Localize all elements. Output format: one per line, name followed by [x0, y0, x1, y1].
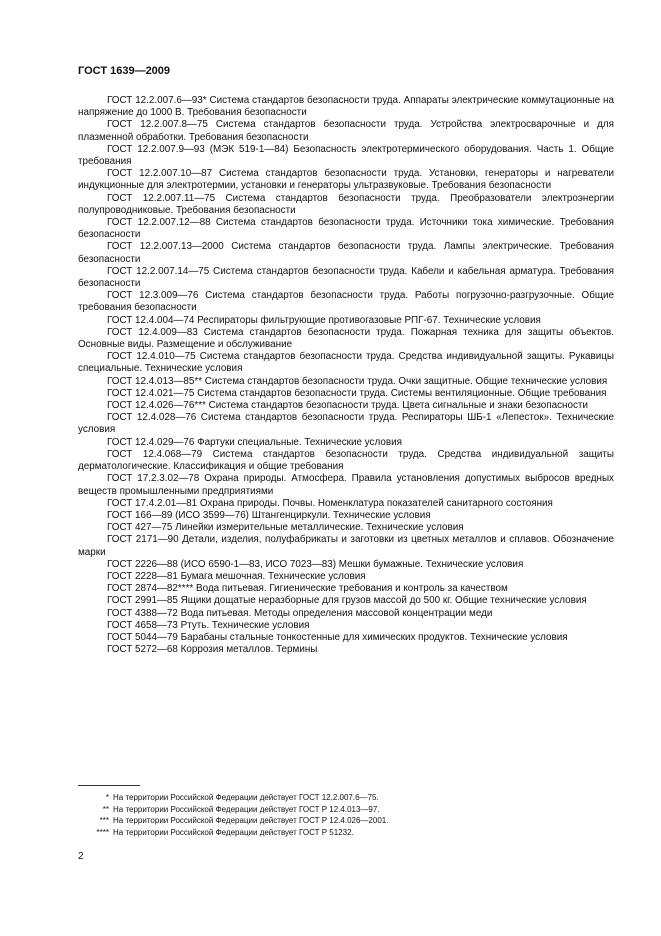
reference-item: ГОСТ 17.4.2.01—81 Охрана природы. Почвы. Номенклатура показателей санитарного состояния — [107, 497, 553, 509]
reference-item: ГОСТ 12.4.010—75 Система стандартов безопасности труда. Средства индивидуальной защиты. Рукавицы специальные. Технические условия — [78, 351, 614, 375]
footnotes — [78, 792, 598, 838]
footnote-text: На территории Российской Федерации действует ГОСТ Р 12.4.013—97. — [113, 804, 380, 814]
reference-item: ГОСТ 12.4.068—79 Система стандартов безопасности труда. Средства индивидуальной защиты дерматологические. Классификация и общие требования — [78, 448, 614, 473]
reference-item: ГОСТ 12.2.007.10—87 Система стандартов безопасности труда. Установки, генераторы и нагреватели индукционные для электротермии, установки и генераторы ультразвуковые. Требования безопасности — [78, 168, 614, 192]
reference-item: ГОСТ 12.4.026—76*** Система стандартов безопасности труда. Цвета сигнальные и знаки безопасности — [107, 400, 588, 412]
footnote-item — [78, 792, 598, 804]
footnote-mark: **** — [96, 827, 109, 837]
reference-item: ГОСТ 12.2.007.8—75 Система стандартов безопасности труда. Устройства электросварочные и для плазменной обработки. Требования безопасности — [78, 119, 614, 143]
reference-item: ГОСТ 12.2.007.13—2000 Система стандартов безопасности труда. Лампы электрические. Требования безопасности — [78, 241, 614, 265]
reference-item: ГОСТ 12.4.009—83 Система стандартов безопасности труда. Пожарная техника для защиты объектов. Основные виды. Размещение и обслуживание — [78, 326, 614, 351]
footnote-text: На территории Российской Федерации действует ГОСТ 12.2.007.6—75. — [113, 793, 379, 802]
reference-item: ГОСТ 166—89 (ИСО 3599—76) Штангенциркули. Технические условия — [107, 509, 431, 521]
reference-item: ГОСТ 12.2.007.9—93 (МЭК 519-1—84) Безопасность электротермического оборудования. Часть 1. Общие требования — [78, 143, 614, 168]
reference-item: ГОСТ 427—75 Линейки измерительные металлические. Технические условия — [107, 522, 464, 534]
references-list — [78, 95, 614, 656]
reference-item: ГОСТ 5272—68 Коррозия металлов. Термины — [107, 644, 318, 656]
reference-item: ГОСТ 12.4.013—85** Система стандартов безопасности труда. Очки защитные. Общие технические условия — [107, 375, 608, 387]
footnote-divider — [78, 785, 140, 786]
reference-item: ГОСТ 12.4.028—76 Система стандартов безопасности труда. Респираторы ШБ-1 «Лепесток». Технические условия — [78, 412, 614, 436]
footnote-text: На территории Российской Федерации действует ГОСТ Р 51232. — [113, 827, 354, 837]
footnote-item — [78, 827, 598, 839]
footnote-item — [78, 815, 598, 827]
footnote-mark: ** — [102, 804, 109, 814]
reference-item: ГОСТ 12.4.021—75 Система стандартов безопасности труда. Системы вентиляционные. Общие требования — [107, 387, 607, 399]
reference-item: ГОСТ 12.2.007.14—75 Система стандартов безопасности труда. Кабели и кабельная арматура. Требования безопасности — [78, 265, 614, 290]
reference-item: ГОСТ 17.2.3.02—78 Охрана природы. Атмосфера. Правила установления допустимых выбросов вредных веществ промышленными предприятиями — [78, 473, 614, 497]
reference-item: ГОСТ 2226—88 (ИСО 6590-1—83, ИСО 7023—83) Мешки бумажные. Технические условия — [107, 558, 524, 570]
footnote-item — [78, 804, 598, 816]
reference-item: ГОСТ 12.2.007.11—75 Система стандартов безопасности труда. Преобразователи электроэнергии полупроводниковые. Требования безопасности — [78, 192, 614, 216]
reference-item: ГОСТ 5044—79 Барабаны стальные тонкостенные для химических продуктов. Технические условия — [107, 631, 568, 643]
reference-item: ГОСТ 2991—85 Ящики дощатые неразборные для грузов массой до 500 кг. Общие технические условия — [107, 595, 587, 607]
footnote-mark: *** — [99, 816, 109, 825]
reference-item: ГОСТ 2874—82**** Вода питьевая. Гигиенические требования и контроль за качеством — [107, 583, 508, 595]
reference-item: ГОСТ 12.4.029—76 Фартуки специальные. Технические условия — [107, 436, 402, 448]
page-header: ГОСТ 1639—2009 — [78, 65, 171, 77]
footnote-mark: * — [105, 793, 109, 802]
reference-item: ГОСТ 2171—90 Детали, изделия, полуфабрикаты и заготовки из цветных металлов и сплавов. Обозначение марки — [78, 534, 614, 558]
reference-item: ГОСТ 12.4.004—74 Респираторы фильтрующие противогазовые РПГ-67. Технические условия — [107, 314, 541, 326]
reference-item: ГОСТ 4658—73 Ртуть. Технические условия — [107, 619, 310, 631]
reference-item: ГОСТ 4388—72 Вода питьевая. Методы определения массовой концентрации меди — [107, 607, 493, 619]
footnote-text: На территории Российской Федерации действует ГОСТ Р 12.4.026—2001. — [113, 816, 389, 825]
reference-item: ГОСТ 12.3.009—76 Система стандартов безопасности труда. Работы погрузочно-разгрузочные. Общие требования безопасности — [78, 290, 614, 314]
page-number: 2 — [78, 851, 84, 862]
reference-item: ГОСТ 12.2.007.12—88 Система стандартов безопасности труда. Источники тока химические. Требования безопасности — [78, 217, 614, 241]
reference-item: ГОСТ 12.2.007.6—93* Система стандартов безопасности труда. Аппараты электрические коммутационные на напряжение до 1000 В. Требования безопасности — [78, 95, 614, 119]
reference-item: ГОСТ 2228—81 Бумага мешочная. Технические условия — [107, 570, 366, 582]
